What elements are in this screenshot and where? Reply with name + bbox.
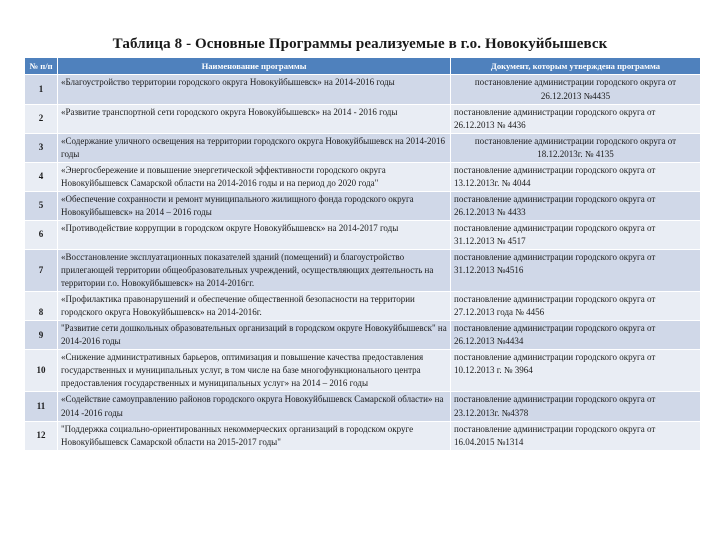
row-number: 9 — [25, 321, 58, 350]
table-row — [25, 292, 701, 321]
table-row — [25, 250, 701, 292]
approval-document: постановление администрации городского округа от 18.12.2013г. № 4135 — [451, 133, 701, 162]
table-row — [25, 321, 701, 350]
approval-document: постановление администрации городского округа от 31.12.2013 №4516 — [451, 250, 701, 292]
program-name: «Содержание уличного освещения на территории городского округа Новокуйбышевск на 2014-2016 годы — [58, 133, 451, 162]
approval-document: постановление администрации городского округа от 26.12.2013 №4435 — [451, 75, 701, 104]
row-number: 4 — [25, 162, 58, 191]
row-number: 11 — [25, 392, 58, 421]
approval-document: постановление администрации городского округа от 26.12.2013 № 4433 — [451, 191, 701, 220]
program-name: «Профилактика правонарушений и обеспечение общественной безопасности на территории городского округа Новокуйбышевск» на 2014-2016г. — [58, 292, 451, 321]
approval-document: постановление администрации городского округа от 27.12.2013 года № 4456 — [451, 292, 701, 321]
row-number: 12 — [25, 421, 58, 450]
programs-table-container — [24, 57, 700, 451]
table-row — [25, 392, 701, 421]
program-name: «Обеспечение сохранности и ремонт муниципального жилищного фонда городского округа Новокуйбышевск» на 2014 – 2016 годы — [58, 191, 451, 220]
program-name: «Развитие транспортной сети городского округа Новокуйбышевск» на 2014 - 2016 годы — [58, 104, 451, 133]
table-row — [25, 75, 701, 104]
approval-document: постановление администрации городского округа от 26.12.2013 № 4436 — [451, 104, 701, 133]
row-number: 7 — [25, 250, 58, 292]
program-name: «Противодействие коррупции в городском округе Новокуйбышевск» на 2014-2017 годы — [58, 220, 451, 249]
approval-document: постановление администрации городского округа от 31.12.2013 № 4517 — [451, 220, 701, 249]
row-number: 6 — [25, 220, 58, 249]
program-name: «Содействие самоуправлению районов городского округа Новокуйбышевск Самарской области» на 2014 -2016 годы — [58, 392, 451, 421]
table-header-row — [25, 58, 701, 75]
table-row — [25, 162, 701, 191]
row-number: 2 — [25, 104, 58, 133]
row-number: 1 — [25, 75, 58, 104]
table-row — [25, 133, 701, 162]
approval-document: постановление администрации городского округа от 13.12.2013г. № 4044 — [451, 162, 701, 191]
approval-document: постановление администрации городского округа от 16.04.2015 №1314 — [451, 421, 701, 450]
header-program-name: Наименование программы — [58, 58, 451, 75]
page-title: Таблица 8 - Основные Программы реализуемые в г.о. Новокуйбышевск — [112, 36, 608, 52]
row-number: 3 — [25, 133, 58, 162]
approval-document: постановление администрации городского округа от 23.12.2013г. №4378 — [451, 392, 701, 421]
row-number: 5 — [25, 191, 58, 220]
program-name: «Энергосбережение и повышение энергетической эффективности городского округа Новокуйбышевск Самарской области на 2014-2016 годы и на период до 2020 года" — [58, 162, 451, 191]
approval-document: постановление администрации городского округа от 26.12.2013 №4434 — [451, 321, 701, 350]
row-number: 10 — [25, 350, 58, 392]
approval-document: постановление администрации городского округа от 10.12.2013 г. № 3964 — [451, 350, 701, 392]
header-document: Документ, которым утверждена программа — [451, 58, 701, 75]
table-row — [25, 104, 701, 133]
program-name: "Развитие сети дошкольных образовательных организаций в городском округе Новокуйбышевск" на 2014-2016 годы — [58, 321, 451, 350]
table-row — [25, 421, 701, 450]
row-number: 8 — [25, 292, 58, 321]
program-name: "Поддержка социально-ориентированных некоммерческих организаций в городском округе Новокуйбышевск Самарской области на 2015-2017 годы" — [58, 421, 451, 450]
programs-table — [24, 57, 701, 451]
program-name: «Снижение административных барьеров, оптимизация и повышение качества предоставления государственных и муниципальных услуг, в том числе на базе многофункционального центра предоставления государственных и муниципальных услуг» на 2014 – 2016 годы — [58, 350, 451, 392]
table-row — [25, 350, 701, 392]
header-number: № п/п — [25, 58, 58, 75]
program-name: «Благоустройство территории городского округа Новокуйбышевск» на 2014-2016 годы — [58, 75, 451, 104]
program-name: «Восстановление эксплуатационных показателей зданий (помещений) и благоустройство прилегающей территории общеобразовательных учреждений, осуществляющих деятельность на территории г.о. Новокуйбышевск» на 2014-2016гг. — [58, 250, 451, 292]
table-row — [25, 191, 701, 220]
table-row — [25, 220, 701, 249]
